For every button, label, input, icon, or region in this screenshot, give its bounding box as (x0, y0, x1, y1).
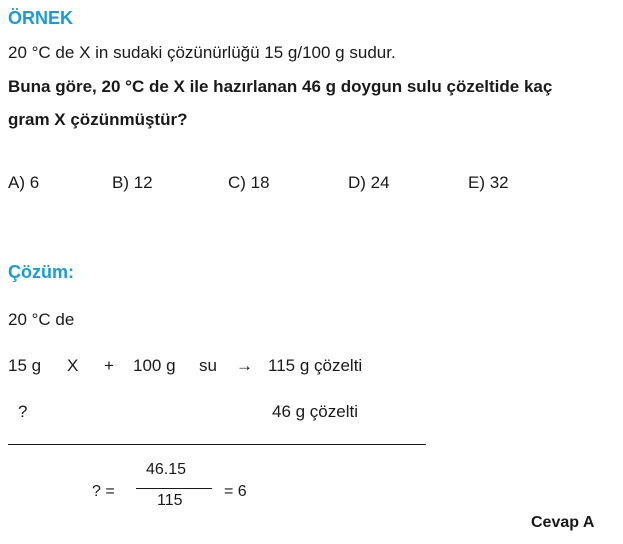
calc-lhs: ? = (92, 483, 115, 500)
example-statement: 20 °C de X in sudaki çözünürlüğü 15 g/100 g sudur. (8, 43, 396, 62)
equation-solute: X (67, 356, 79, 375)
divider-line (8, 444, 426, 445)
solution-temp: 20 °C de (8, 310, 75, 329)
equation-plus: + (104, 356, 114, 375)
option-a: A) 6 (8, 173, 40, 192)
unknown-mark: ? (18, 402, 28, 421)
calc-rhs: = 6 (224, 483, 247, 500)
option-d: D) 24 (348, 173, 390, 192)
equation-solvent-mass: 100 g (133, 356, 176, 375)
calc-denominator: 115 (157, 492, 183, 509)
option-c: C) 18 (228, 173, 270, 192)
fraction-bar (136, 488, 212, 489)
equation-solvent: su (199, 356, 217, 375)
solution-heading: Çözüm: (8, 262, 74, 282)
answer-label: Cevap A (531, 514, 595, 531)
equation-arrow: → (236, 356, 253, 375)
question-line-1: Buna göre, 20 °C de X ile hazırlanan 46 g doygun sulu çözeltide kaç (8, 77, 553, 96)
example-heading: ÖRNEK (8, 8, 74, 28)
option-b: B) 12 (112, 173, 153, 192)
given-solution: 46 g çözelti (272, 402, 358, 421)
equation-solute-mass: 15 g (8, 356, 42, 375)
equation-product: 115 g çözelti (268, 356, 363, 375)
calc-numerator: 46.15 (146, 461, 187, 478)
option-e: E) 32 (468, 173, 509, 192)
question-line-2: gram X çözünmüştür? (8, 110, 188, 129)
